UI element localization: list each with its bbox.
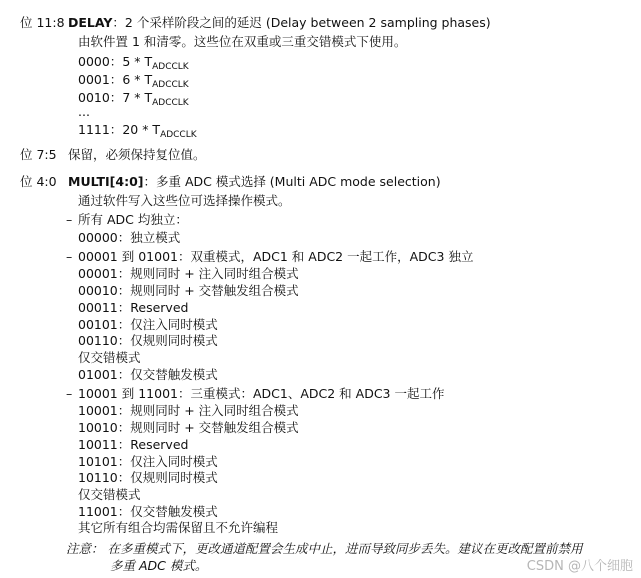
delay-value-1111: 1111：$20 * T_{ADCCLK}$	[78, 122, 197, 140]
list-dash: –	[66, 386, 73, 401]
group-triple-title: 10001 到 11001：三重模式：ADC1、ADC2 和 ADC3 一起工作	[78, 386, 445, 401]
list-dash: –	[66, 249, 73, 264]
multi-field-name: MULTI[4:0]	[68, 174, 144, 189]
delay-value-0010: 0010：$7 * T_{ADCCLK}$	[78, 90, 189, 108]
delay-value-0001: 0001：$6 * T_{ADCCLK}$	[78, 72, 189, 90]
delay-field-name: DELAY	[68, 15, 113, 30]
multi-title	[68, 173, 441, 190]
multi-note: 通过软件写入这些位可选择操作模式。	[78, 193, 291, 208]
group-dual-title: 00001 到 01001：双重模式，ADC1 和 ADC2 一起工作，ADC3 独立	[78, 249, 474, 264]
delay-title	[68, 14, 491, 31]
note-line-2: 多重 ADC 模式。	[110, 558, 208, 573]
watermark: CSDN @八个细胞	[526, 559, 633, 574]
delay-ellipsis: ...	[78, 104, 90, 119]
delay-value-0000: 0000：$5 * T_{ADCCLK}$	[78, 54, 189, 72]
note-line-1: 注意： 在多重模式下，更改通道配置会生成中止，进而导致同步丢失。建议在更改配置前禁用	[66, 541, 583, 556]
delay-bits-label: 位 11:8	[20, 15, 65, 30]
reserved-bits-label: 位 7:5	[20, 147, 57, 162]
group-independent-title: 所有 ADC 均独立：	[78, 212, 188, 227]
multi-bits-label: 位 4:0	[20, 174, 57, 189]
multi-field-desc: ：多重 ADC 模式选择 (Multi ADC mode selection)	[143, 174, 441, 189]
reserved-text: 保留，必须保持复位值。	[68, 147, 206, 162]
delay-field-desc: ：2 个采样阶段之间的延迟 (Delay between 2 sampling phases)	[112, 15, 491, 30]
list-dash: –	[66, 212, 73, 227]
delay-note: 由软件置 1 和清零。这些位在双重或三重交错模式下使用。	[78, 34, 407, 49]
